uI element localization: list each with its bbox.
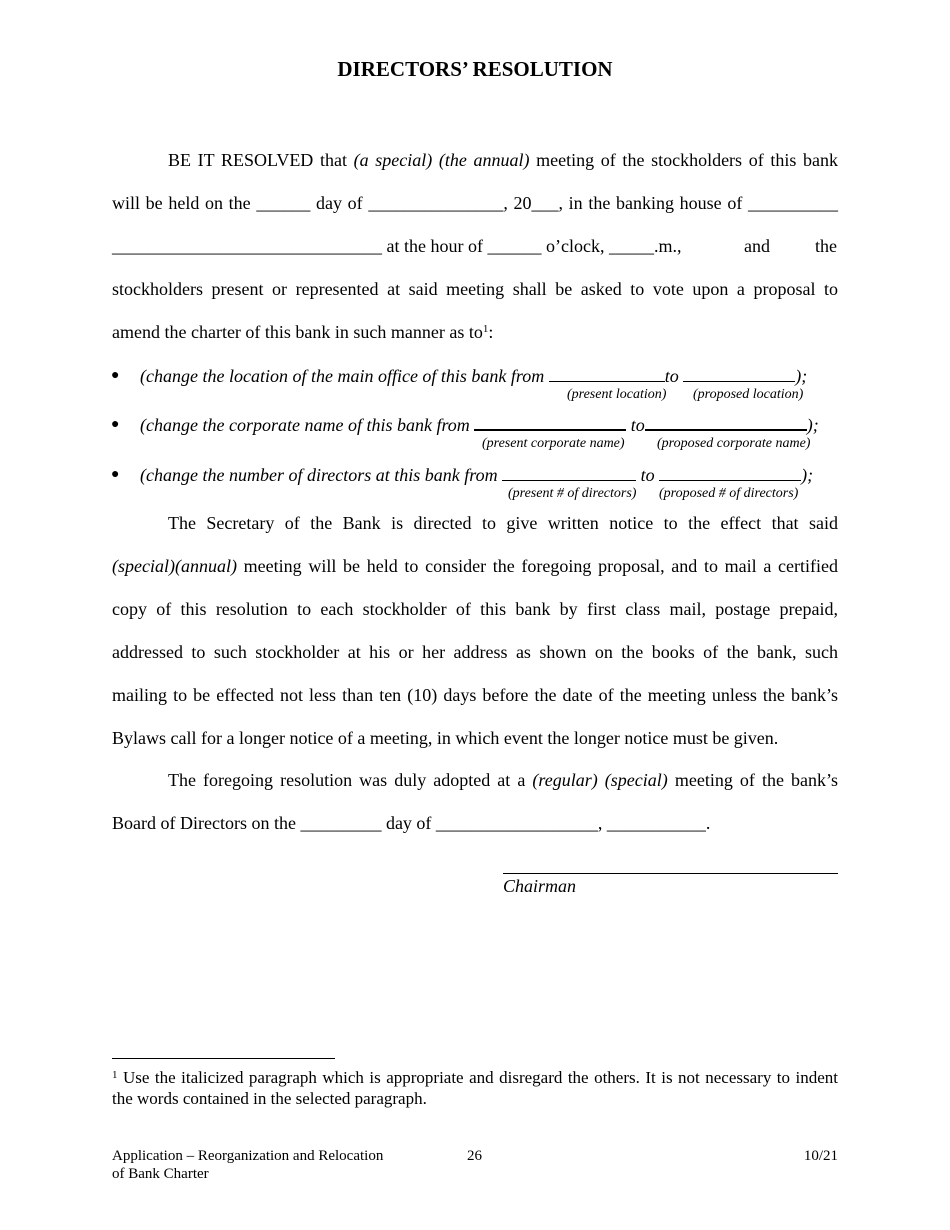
footer-left [112,1147,383,1183]
text: meeting of the stockholders of this bank [529,150,838,170]
caption-present-location: (present location) [567,387,667,402]
notice-line-6: Bylaws call for a longer notice of a meeting, in which event the longer notice must be given. [112,728,779,748]
text: The foregoing resolution was duly adopted at a [168,770,533,790]
bullet-icon: ● [111,417,120,432]
resolution-line-2: will be held on the ______ day of _______________, 20___, in the banking house of __________ [112,193,838,213]
signature-line [503,873,838,874]
blank-line [474,413,626,431]
caption-proposed-name: (proposed corporate name) [657,436,811,451]
page-title: DIRECTORS’ RESOLUTION [337,57,613,81]
text: (change the location of the main office of this bank from [140,366,549,386]
bullet-item-location [140,364,807,388]
blank-line [549,365,665,382]
italic-options: (a special) (the annual) [353,150,530,170]
caption-proposed-location: (proposed location) [693,387,804,402]
resolution-line-3 [112,234,838,258]
notice-line-1: The Secretary of the Bank is directed to give written notice to the effect that said [168,513,838,533]
text: : [488,322,494,342]
bullet-icon: ● [111,467,120,482]
caption-present-name: (present corporate name) [482,436,625,451]
blank-line [502,464,636,481]
notice-line-5: mailing to be effected not less than ten (10) days before the date of the meeting unless the bank’s [112,685,838,705]
bullet-item-directors [140,463,813,487]
text: and [744,236,770,256]
text: (change the number of directors at this bank from [140,465,503,485]
text: amend the charter of this bank in such manner as to [112,322,483,342]
footnote [112,1067,838,1109]
page-number: 26 [467,1148,482,1164]
bullet-icon: ● [111,368,120,383]
resolution-line-5 [112,320,838,344]
caption-present-directors: (present # of directors) [508,486,637,501]
blank-line [683,365,795,382]
italic-options: (regular) (special) [532,770,668,790]
adoption-line-1 [112,768,838,792]
blank-line [645,413,807,431]
adoption-line-2: Board of Directors on the _________ day of __________________, ___________. [112,813,711,833]
resolution-line-1 [112,148,838,172]
footnote-marker: 1 [482,323,489,335]
footer-doc-title: Application – Reorganization and Relocation [112,1148,384,1164]
text: (change the corporate name of this bank from [140,415,475,435]
blank-line [659,464,801,481]
text: BE IT RESOLVED that [168,150,354,170]
revision-date: 10/21 [803,1148,838,1164]
footnote-text: Use the italicized paragraph which is appropriate and disregard the others. It is not necessary to indent the words contained in the selected paragraph. [112,1068,838,1108]
text: the [815,236,837,256]
footnote-separator [112,1058,335,1059]
text: to [626,415,645,435]
notice-line-2 [112,554,838,578]
text: ); [806,415,819,435]
text: ); [801,465,814,485]
text: ); [795,366,808,386]
footnote-number: 1 [112,1069,118,1081]
resolution-line-4: stockholders present or represented at said meeting shall be asked to vote upon a proposal to [112,279,838,299]
bullet-item-name [140,413,819,437]
text: meeting will be held to consider the foregoing proposal, and to mail a certified [236,556,838,576]
text: meeting of the bank’s [667,770,838,790]
italic-options: (special)(annual) [112,556,237,576]
text: to [636,465,660,485]
signature-label: Chairman [503,876,577,896]
notice-line-4: addressed to such stockholder at his or her address as shown on the books of the bank, such [112,642,838,662]
text: to [664,366,684,386]
text: ______________________________ at the hour of ______ o’clock, _____.m., [112,236,682,256]
notice-line-3: copy of this resolution to each stockholder of this bank by first class mail, postage prepaid, [112,599,838,619]
caption-proposed-directors: (proposed # of directors) [659,486,799,501]
footer-doc-title-2: of Bank Charter [112,1166,209,1182]
